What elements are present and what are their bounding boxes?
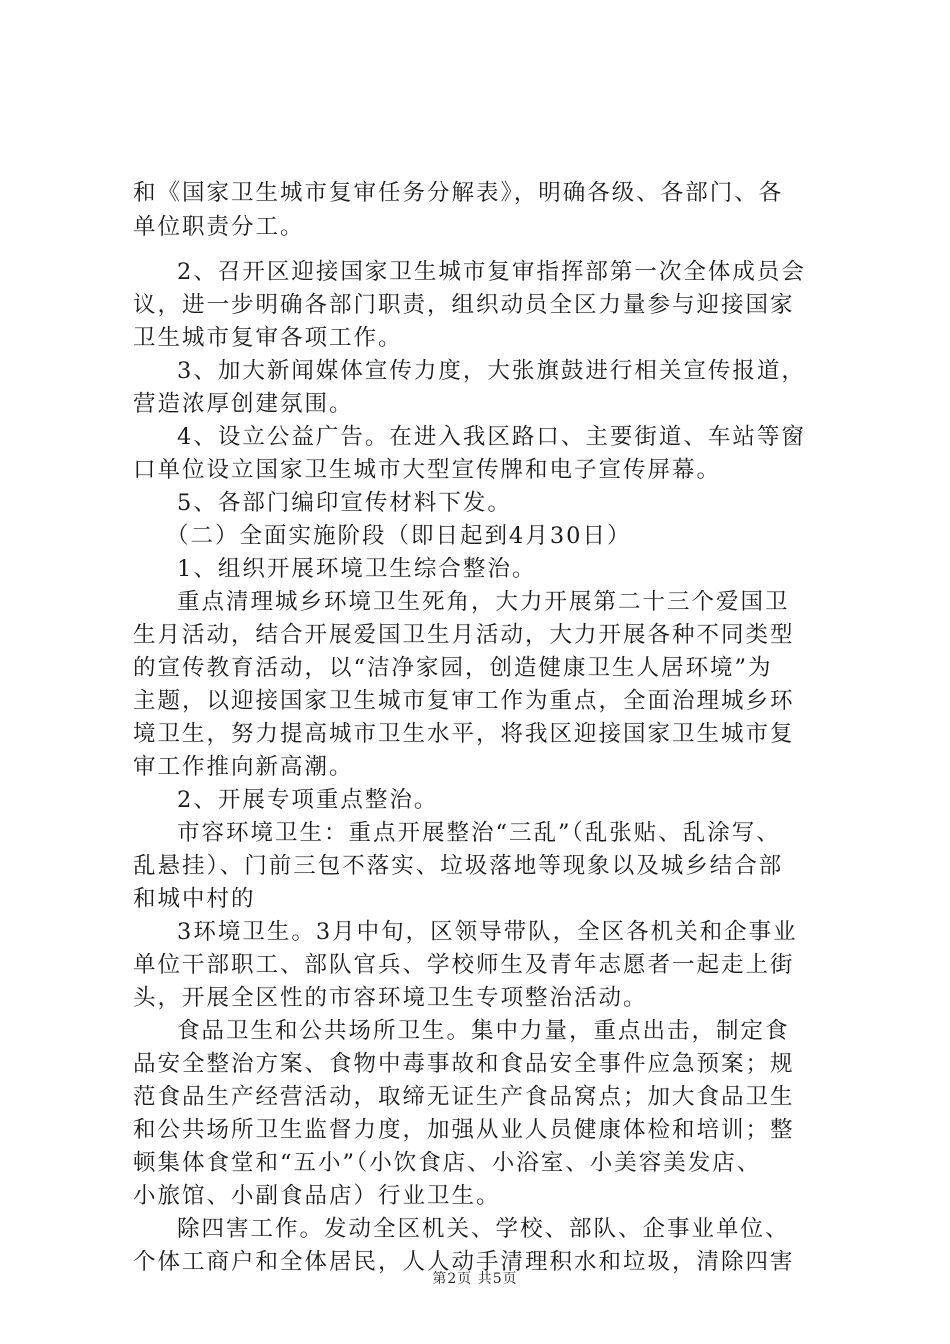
paragraph-line: 2、召开区迎接国家卫生城市复审指挥部第一次全体成员会 (177, 259, 806, 285)
paragraph-line: 重点清理城乡环境卫生死角，大力开展第二十三个爱国卫 (177, 589, 790, 615)
paragraph-line: 5、各部门编印宣传材料下发。 (177, 490, 512, 516)
paragraph-line: 单位干部职工、部队官兵、学校师生及青年志愿者一起走上街 (133, 952, 795, 978)
paragraph-line: 议，进一步明确各部门职责，组织动员全区力量参与迎接国家 (133, 292, 795, 318)
paragraph-line: 审工作推向新高潮。 (133, 754, 354, 780)
section-heading: （二）全面实施阶段（即日起到4月30日） (166, 523, 632, 549)
paragraph-line: 1、组织开展环境卫生综合整治。 (177, 556, 537, 582)
paragraph-line: 顿集体食堂和“五小”（小饮食店、小浴室、小美容美发店、 (133, 1150, 762, 1176)
paragraph-line: 乱悬挂）、门前三包不落实、垃圾落地等现象以及城乡结合部 (133, 853, 784, 879)
paragraph-line: 范食品生产经营活动，取缔无证生产食品窝点；加大食品卫生 (133, 1084, 795, 1110)
paragraph-line: 单位职责分工。 (133, 214, 305, 240)
paragraph-line: 品安全整治方案、食物中毒事故和食品安全事件应急预案；规 (133, 1051, 795, 1077)
paragraph-line: 除四害工作。发动全区机关、学校、部队、企事业单位、 (177, 1216, 790, 1242)
paragraph-line: 4、设立公益广告。在进入我区路口、主要街道、车站等窗 (177, 424, 806, 450)
paragraph-line: 和城中村的 (133, 886, 256, 912)
paragraph-line: 3环境卫生。3月中旬，区领导带队，全区各机关和企事业 (177, 919, 798, 945)
paragraph-line: 口单位设立国家卫生城市大型宣传牌和电子宣传屏幕。 (133, 457, 722, 483)
paragraph-line: 个体工商户和全体居民，人人动手清理积水和垃圾，清除四害 (133, 1249, 795, 1275)
paragraph-line: 3、加大新闻媒体宣传力度，大张旗鼓进行相关宣传报道， (177, 358, 806, 384)
paragraph-line: 小旅馆、小副食品店）行业卫生。 (133, 1183, 501, 1209)
paragraph-line: 的宣传教育活动，以“洁净家园，创造健康卫生人居环境”为 (133, 655, 773, 681)
paragraph-line: 2、开展专项重点整治。 (177, 787, 439, 813)
paragraph-line: 和公共场所卫生监督力度，加强从业人员健康体检和培训；整 (133, 1117, 795, 1143)
paragraph-line: 境卫生，努力提高城市卫生水平，将我区迎接国家卫生城市复 (133, 721, 795, 747)
paragraph-line: 主题，以迎接国家卫生城市复审工作为重点，全面治理城乡环 (133, 688, 795, 714)
paragraph-line: 营造浓厚创建氛围。 (133, 391, 354, 417)
paragraph-line: 卫生城市复审各项工作。 (133, 325, 403, 351)
paragraph-line: 市容环境卫生：重点开展整治“三乱”（乱张贴、乱涂写、 (177, 820, 781, 846)
paragraph-line: 生月活动，结合开展爱国卫生月活动，大力开展各种不同类型 (133, 622, 795, 648)
page-number-footer: 第2页 共5页 (432, 1271, 518, 1287)
paragraph-line: 食品卫生和公共场所卫生。集中力量，重点出击，制定食 (177, 1018, 790, 1044)
paragraph-line: 和《国家卫生城市复审任务分解表》，明确各级、各部门、各 (133, 180, 784, 206)
paragraph-line: 头，开展全区性的市容环境卫生专项整治活动。 (133, 985, 648, 1011)
